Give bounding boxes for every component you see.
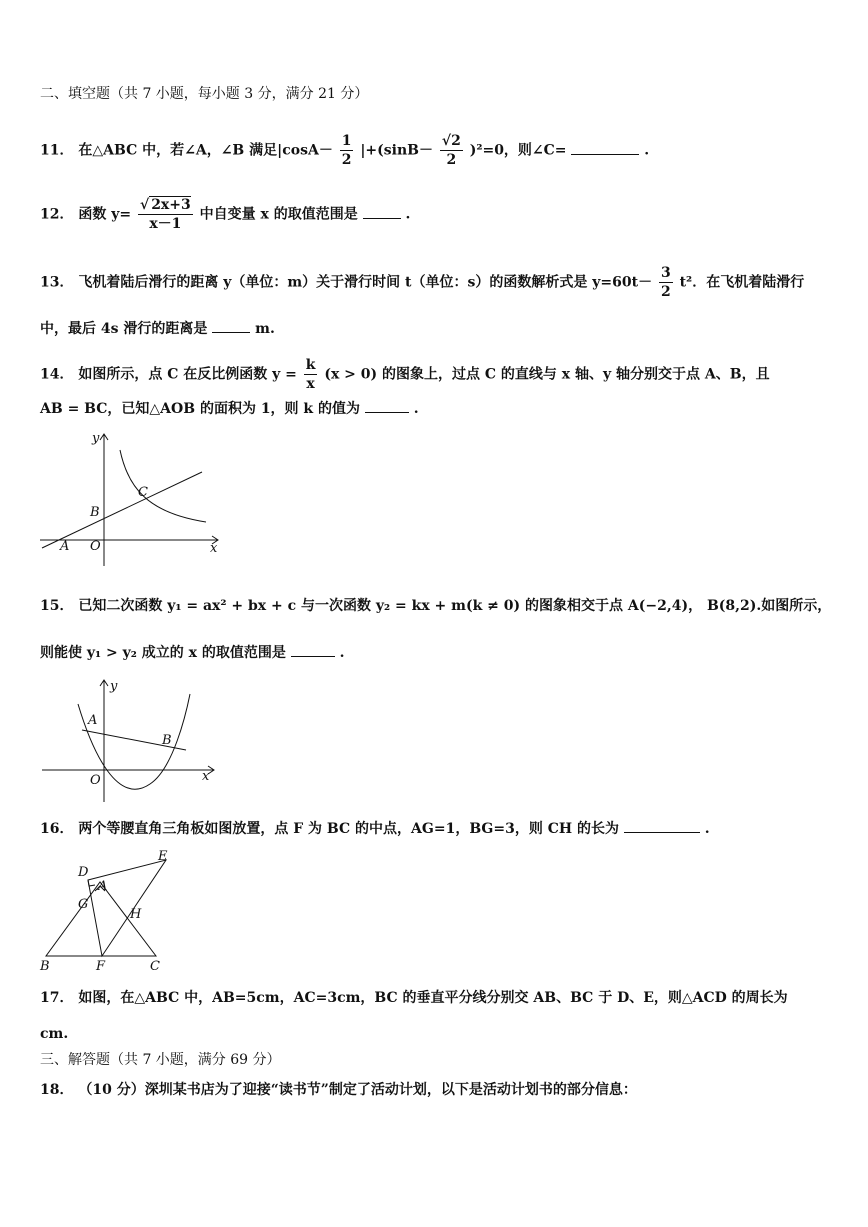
period: . [704, 821, 710, 837]
answer-blank[interactable] [291, 642, 335, 657]
question-text: . [413, 401, 419, 417]
label-f: F [96, 959, 106, 974]
label-a: A [60, 539, 70, 554]
answer-blank[interactable] [363, 204, 401, 219]
fraction: $\frac{1}{2}$ [341, 133, 352, 168]
label-x: x [202, 769, 210, 784]
question-text: AB = BC，已知△AOB 的面积为 1，则 k 的值为 [40, 401, 361, 417]
label-c: C [138, 485, 148, 500]
triangle-def [88, 860, 166, 956]
question-11 [40, 132, 649, 169]
question-text: )²=0，则∠C= [469, 142, 567, 159]
question-18 [40, 1080, 637, 1100]
label-b: B [40, 959, 50, 974]
question-17-line2: cm. [40, 1026, 69, 1042]
question-text: t²．在飞机着陆滑行 [679, 274, 805, 291]
q16-figure [38, 846, 178, 974]
question-14-line2 [40, 398, 419, 419]
question-text: 飞机着陆后滑行的距离 y（单位：m）关于滑行时间 t（单位：s）的函数解析式是 y=60t－ [78, 274, 653, 291]
question-text: 两个等腰直角三角板如图放置，点 F 为 BC 的中点，AG=1，BG=3，则 CH 的长为 [78, 821, 619, 837]
section-title: 二、填空题（共 7 小题，每小题 3 分，满分 21 分） [40, 86, 369, 102]
fraction: $\frac{√2}{2}$ [441, 133, 461, 168]
question-15 [40, 596, 831, 616]
question-12 [40, 196, 410, 233]
question-number: 16． [40, 821, 74, 837]
answer-blank[interactable] [571, 140, 639, 155]
question-number: 15． [40, 598, 74, 614]
label-x: x [210, 541, 218, 556]
question-text: 则能使 y₁ > y₂ 成立的 x 的取值范围是 [40, 645, 286, 661]
question-13-line2 [40, 318, 275, 339]
label-o: O [90, 773, 101, 788]
fraction: $\frac{√ 2x+3}{x-1}$ [139, 197, 191, 232]
fraction: $\frac{3}{2}$ [660, 265, 671, 300]
question-text: . [339, 645, 345, 661]
question-text: （10 分）深圳某书店为了迎接“读书节”制定了活动计划，以下是活动计划书的部分信息： [78, 1082, 637, 1098]
period: . [405, 206, 411, 223]
label-y: y [110, 679, 118, 694]
question-text: 如图，在△ABC 中，AB=5cm，AC=3cm，BC 的垂直平分线分别交 AB、BC 于 D、E，则△ACD 的周长为 [78, 990, 788, 1006]
question-number: 13． [40, 274, 74, 291]
question-16 [40, 818, 710, 839]
question-text: 已知二次函数 y₁ = ax² + bx + c 与一次函数 y₂ = kx + m(k ≠ 0) 的图象相交于点 A(−2,4)， B(8,2).如图所示， [78, 598, 832, 614]
question-text: 在△ABC 中，若∠A，∠B 满足|cosA－ [78, 142, 333, 159]
question-text: 中自变量 x 的取值范围是 [199, 206, 358, 223]
period: . [644, 142, 650, 159]
fraction: $\frac{k}{x}$ [305, 357, 316, 392]
question-text: (x > 0) 的图象上，过点 C 的直线与 x 轴、y 轴分别交于点 A、B，且 [324, 366, 770, 383]
label-y: y [92, 431, 100, 446]
question-number: 11． [40, 142, 74, 159]
question-13 [40, 264, 804, 301]
label-e: E [158, 849, 168, 864]
question-15-line2 [40, 642, 344, 663]
question-17 [40, 988, 788, 1008]
question-text: 中，最后 4s 滑行的距离是 [40, 321, 208, 337]
label-h: H [130, 907, 142, 922]
label-a: A [88, 713, 98, 728]
label-g: G [78, 897, 89, 912]
label-b: B [162, 733, 172, 748]
question-number: 17． [40, 990, 74, 1006]
label-d: D [78, 865, 89, 880]
label-o: O [90, 539, 101, 554]
line-ac [42, 472, 202, 548]
question-text: m. [255, 321, 275, 337]
question-text: 如图所示，点 C 在反比例函数 y = [78, 366, 297, 383]
question-number: 18． [40, 1082, 74, 1098]
question-number: 14． [40, 366, 74, 383]
question-number: 12． [40, 206, 74, 223]
section-title: 三、解答题（共 7 小题，满分 69 分） [40, 1052, 281, 1068]
q14-figure [38, 428, 228, 570]
label-b: B [90, 505, 100, 520]
label-c: C [150, 959, 160, 974]
q15-figure [38, 674, 228, 806]
question-14 [40, 356, 770, 393]
hyperbola-curve [120, 450, 206, 522]
question-text: 函数 y= [78, 206, 132, 223]
answer-blank[interactable] [212, 318, 250, 333]
label-a: A [98, 879, 108, 894]
answer-blank[interactable] [624, 818, 700, 833]
question-text: |+(sinB－ [360, 142, 433, 159]
answer-blank[interactable] [365, 398, 409, 413]
